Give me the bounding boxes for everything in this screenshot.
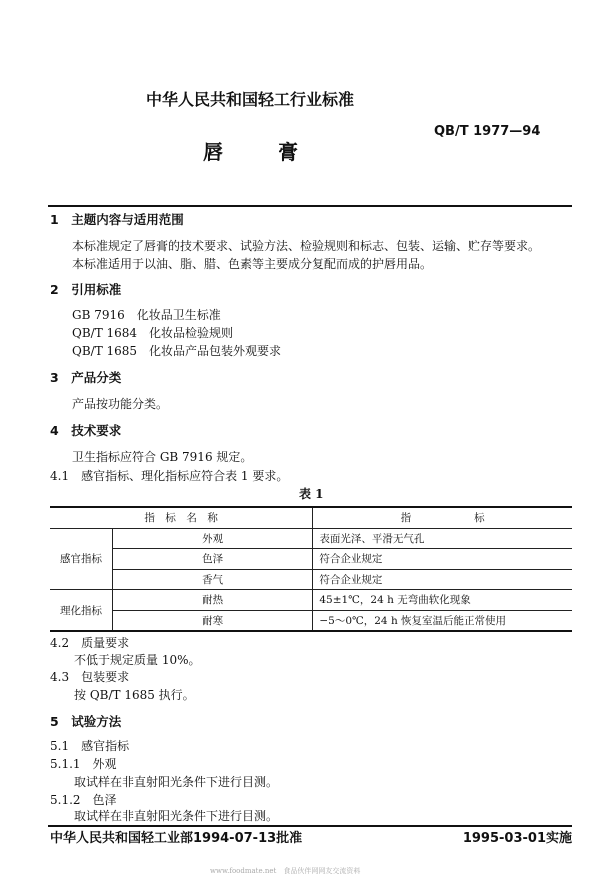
doc-title-1: 唇 xyxy=(203,140,223,164)
name-cell: 香气 xyxy=(113,569,313,590)
reference-item: GB 7916 化妆品卫生标准 xyxy=(72,308,221,322)
value-cell: 45±1℃，24 h 无弯曲软化现象 xyxy=(313,590,572,611)
header-rule xyxy=(48,205,572,207)
clause-4-1: 4.1 感官指标、理化指标应符合表 1 要求。 xyxy=(50,469,289,483)
table-header-row xyxy=(50,507,572,528)
requirements-table xyxy=(50,506,572,632)
section-1-heading: 1 主题内容与适用范围 xyxy=(50,212,184,227)
table-row xyxy=(50,528,572,549)
clause-5-1-1: 5.1.1 外观 xyxy=(50,757,117,771)
value-cell: 符合企业规定 xyxy=(313,569,572,590)
paragraph: 取试样在非直射阳光条件下进行目测。 xyxy=(74,809,279,823)
group-cell: 感官指标 xyxy=(50,528,113,590)
paragraph: 产品按功能分类。 xyxy=(72,397,169,411)
name-cell: 色泽 xyxy=(113,549,313,570)
clause-4-3: 4.3 包装要求 xyxy=(50,670,130,684)
header-cell: 指 标 名 称 xyxy=(50,507,313,528)
table-row xyxy=(50,590,572,611)
name-cell: 耐寒 xyxy=(113,610,313,631)
group-cell: 理化指标 xyxy=(50,590,113,632)
clause-5-1: 5.1 感官指标 xyxy=(50,739,130,753)
header-cell: 指 标 xyxy=(313,507,572,528)
watermark: www.foodmate.net 食品伙伴网网友交流资料 xyxy=(210,867,361,875)
paragraph: 按 QB/T 1685 执行。 xyxy=(74,688,195,702)
footer-rule xyxy=(48,825,572,827)
issuer-title: 中华人民共和国轻工行业标准 xyxy=(146,90,355,109)
clause-5-1-2: 5.1.2 色泽 xyxy=(50,793,117,807)
clause-4-2: 4.2 质量要求 xyxy=(50,636,130,650)
paragraph: 不低于规定质量 10%。 xyxy=(74,653,201,667)
value-cell: 符合企业规定 xyxy=(313,549,572,570)
paragraph: 卫生指标应符合 GB 7916 规定。 xyxy=(72,450,253,464)
standard-code: QB/T 1977—94 xyxy=(434,124,541,139)
approval-text: 中华人民共和国轻工业部1994-07-13批准 xyxy=(50,831,303,846)
paragraph: 本标准适用于以油、脂、腊、色素等主要成分复配而成的护唇用品。 xyxy=(72,257,433,271)
name-cell: 外观 xyxy=(113,528,313,549)
section-4-heading: 4 技术要求 xyxy=(50,423,122,438)
table-caption: 表 1 xyxy=(299,487,324,501)
table-row xyxy=(50,549,572,570)
name-cell: 耐热 xyxy=(113,590,313,611)
section-5-heading: 5 试验方法 xyxy=(50,714,122,729)
value-cell: −5～0℃，24 h 恢复室温后能正常使用 xyxy=(313,610,572,631)
section-3-heading: 3 产品分类 xyxy=(50,370,122,385)
value-cell: 表面光泽、平滑无气孔 xyxy=(313,528,572,549)
table-row xyxy=(50,610,572,631)
doc-title-2: 膏 xyxy=(278,140,298,164)
reference-item: QB/T 1685 化妆品产品包装外观要求 xyxy=(72,344,282,358)
reference-item: QB/T 1684 化妆品检验规则 xyxy=(72,326,234,340)
paragraph: 取试样在非直射阳光条件下进行目测。 xyxy=(74,775,279,789)
table-row xyxy=(50,569,572,590)
section-2-heading: 2 引用标准 xyxy=(50,282,122,297)
paragraph: 本标准规定了唇膏的技术要求、试验方法、检验规则和标志、包装、运输、贮存等要求。 xyxy=(72,239,541,253)
effective-date: 1995-03-01实施 xyxy=(462,831,572,846)
